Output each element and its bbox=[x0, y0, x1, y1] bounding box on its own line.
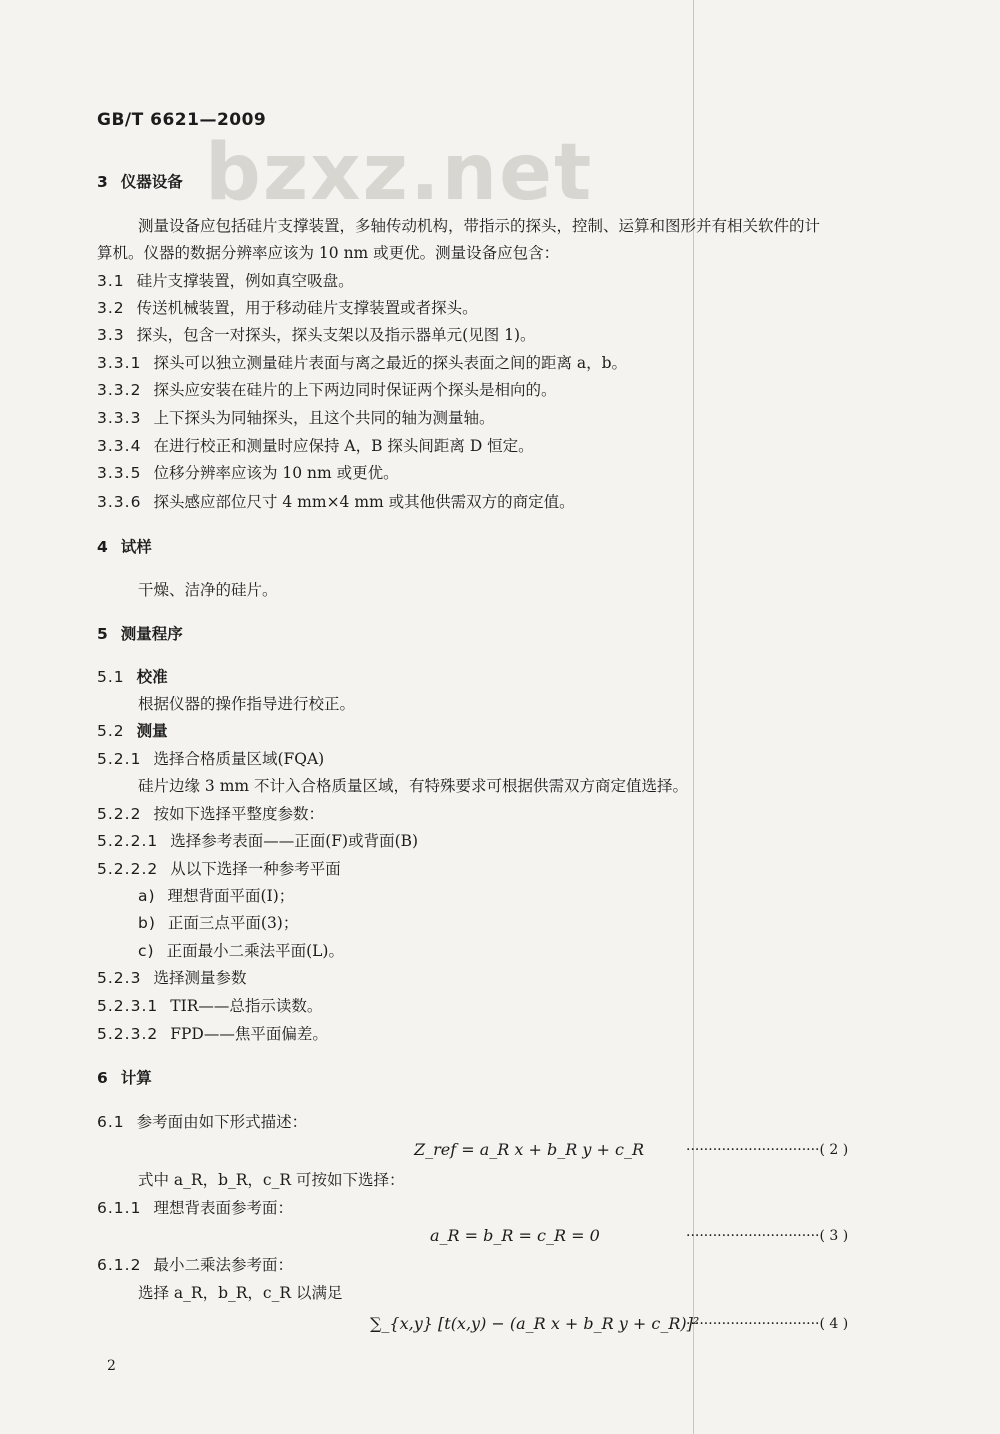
paragraph: 式中 a_R，b_R，c_R 可按如下选择： bbox=[138, 1171, 405, 1189]
clause-3-3-3: 3.3.3 上下探头为同轴探头，且这个共同的轴为测量轴。 bbox=[97, 409, 495, 427]
formula-3: a_R = b_R = c_R = 0 bbox=[430, 1226, 600, 1245]
paragraph: 根据仪器的操作指导进行校正。 bbox=[138, 695, 356, 713]
section-5-heading: 5 测量程序 bbox=[97, 625, 183, 643]
clause-3-2: 3.2 传送机械装置，用于移动硅片支撑装置或者探头。 bbox=[97, 299, 478, 317]
clause-5-2-2: 5.2.2 按如下选择平整度参数： bbox=[97, 805, 324, 823]
list-item: a) 理想背面平面(I)； bbox=[138, 887, 295, 905]
clause-5-2: 5.2 测量 bbox=[97, 722, 168, 740]
list-item: c) 正面最小二乘法平面(L)。 bbox=[138, 942, 344, 960]
page-number: 2 bbox=[107, 1358, 116, 1374]
clause-5-1: 5.1 校准 bbox=[97, 668, 168, 686]
equation-number-2: ······························( 2 ) bbox=[686, 1142, 849, 1158]
clause-5-2-1: 5.2.1 选择合格质量区域(FQA) bbox=[97, 750, 325, 768]
clause-3-3-2: 3.3.2 探头应安装在硅片的上下两边同时保证两个探头是相向的。 bbox=[97, 381, 557, 399]
watermark: bzxz.net bbox=[205, 128, 594, 218]
clause-3-3-5: 3.3.5 位移分辨率应该为 10 nm 或更优。 bbox=[97, 464, 399, 482]
paragraph: 算机。仪器的数据分辨率应该为 10 nm 或更优。测量设备应包含： bbox=[97, 244, 560, 262]
clause-6-1-1: 6.1.1 理想背表面参考面： bbox=[97, 1199, 293, 1217]
clause-5-2-3-2: 5.2.3.2 FPD——焦平面偏差。 bbox=[97, 1025, 328, 1043]
list-item: b) 正面三点平面(3)； bbox=[138, 914, 299, 932]
clause-3-1: 3.1 硅片支撑装置，例如真空吸盘。 bbox=[97, 272, 354, 290]
paragraph: 选择 a_R，b_R，c_R 以满足 bbox=[138, 1284, 343, 1302]
clause-3-3: 3.3 探头，包含一对探头，探头支架以及指示器单元(见图 1)。 bbox=[97, 326, 536, 344]
section-4-heading: 4 试样 bbox=[97, 538, 152, 556]
equation-number-3: ······························( 3 ) bbox=[686, 1228, 849, 1244]
section-3-heading: 3 仪器设备 bbox=[97, 173, 183, 191]
standard-code-header: GB/T 6621—2009 bbox=[97, 110, 267, 130]
clause-6-1: 6.1 参考面由如下形式描述： bbox=[97, 1113, 308, 1131]
paragraph: 硅片边缘 3 mm 不计入合格质量区域，有特殊要求可根据供需双方商定值选择。 bbox=[138, 777, 689, 795]
paragraph: 测量设备应包括硅片支撑装置，多轴传动机构，带指示的探头，控制、运算和图形并有相关软件的计 bbox=[138, 217, 821, 235]
clause-5-2-3: 5.2.3 选择测量参数 bbox=[97, 969, 247, 987]
clause-5-2-3-1: 5.2.3.1 TIR——总指示读数。 bbox=[97, 997, 323, 1015]
clause-5-2-2-2: 5.2.2.2 从以下选择一种参考平面 bbox=[97, 860, 341, 878]
paragraph: 干燥、洁净的硅片。 bbox=[138, 581, 278, 599]
clause-3-3-4: 3.3.4 在进行校正和测量时应保持 A，B 探头间距离 D 恒定。 bbox=[97, 437, 534, 455]
clause-6-1-2: 6.1.2 最小二乘法参考面： bbox=[97, 1256, 293, 1274]
clause-3-3-1: 3.3.1 探头可以独立测量硅片表面与离之最近的探头表面之间的距离 a，b。 bbox=[97, 354, 628, 372]
section-6-heading: 6 计算 bbox=[97, 1069, 152, 1087]
formula-4: ∑_{x,y} [t(x,y) − (a_R x + b_R y + c_R)]² bbox=[370, 1314, 700, 1333]
clause-5-2-2-1: 5.2.2.1 选择参考表面——正面(F)或背面(B) bbox=[97, 832, 419, 850]
equation-number-4: ······························( 4 ) bbox=[686, 1316, 849, 1332]
formula-2: Z_ref = a_R x + b_R y + c_R bbox=[414, 1140, 645, 1159]
clause-3-3-6: 3.3.6 探头感应部位尺寸 4 mm×4 mm 或其他供需双方的商定值。 bbox=[97, 493, 575, 511]
